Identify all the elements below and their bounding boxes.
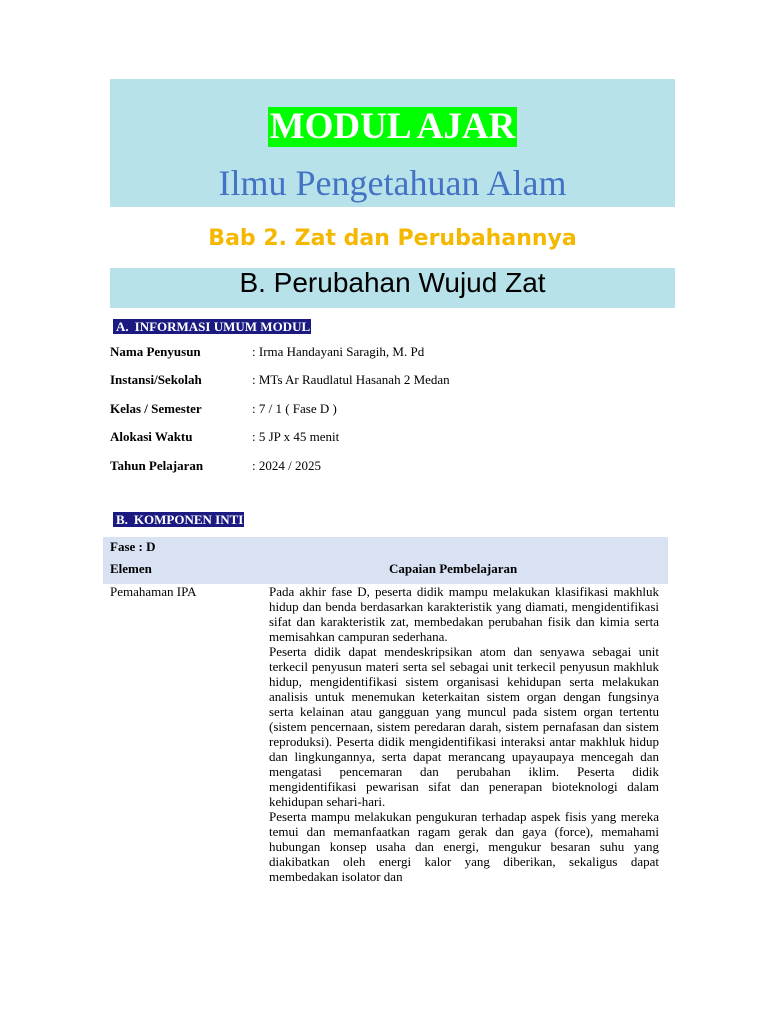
info-section-number: A. xyxy=(116,319,129,334)
info-label: Kelas / Semester xyxy=(110,401,202,416)
info-section-label: INFORMASI UMUM MODUL xyxy=(134,319,311,334)
info-value: : 5 JP x 45 menit xyxy=(252,429,340,444)
info-label: Alokasi Waktu xyxy=(110,429,193,444)
capaian-paragraph: Pada akhir fase D, peserta didik mampu melakukan klasifikasi makhluk hidup dan benda berdasarkan karakteristik yang diamati, mengidentifikasi sifat dan karakteristik zat, membedakan perubahan fisik dan kimia serta memisahkan campuran sederhana. xyxy=(269,584,659,644)
info-value: : 7 / 1 ( Fase D ) xyxy=(252,401,337,416)
module-title-text: MODUL AJAR xyxy=(269,106,516,147)
capaian-paragraph: Peserta didik dapat mendeskripsikan atom dan senyawa sebagai unit terkecil penyusun materi serta sel sebagai unit terkecil penyusun makhluk hidup, mengidentifikasi sistem organisasi kehidupan serta melakukan analisis untuk menemukan keterkaitan sistem organ dengan fungsinya serta kelainan atau gangguan yang muncul pada sistem organ tertentu (sistem pencernaan, sistem peredaran darah, sistem pernafasan dan sistem reproduksi). Peserta didik mengidentifikasi interaksi antar makhluk hidup dan lingkungannya, serta dapat merancang upayaupaya mencegah dan mengatasi pencemaran dan perubahan iklim. Peserta didik mengidentifikasi pewarisan sifat dan penerapan bioteknologi dalam kehidupan sehari-hari. xyxy=(269,644,659,809)
info-section-heading xyxy=(113,319,311,334)
table-cell-capaian xyxy=(269,584,659,940)
title-banner xyxy=(110,79,675,207)
info-value: : 2024 / 2025 xyxy=(252,458,321,473)
column-header-elemen: Elemen xyxy=(110,561,152,576)
section-banner xyxy=(110,268,675,308)
module-title xyxy=(110,107,675,147)
chapter-title: Bab 2. Zat dan Perubahannya xyxy=(208,226,577,251)
table-header xyxy=(103,537,668,584)
info-value: : Irma Handayani Saragih, M. Pd xyxy=(252,344,425,359)
subject-title: Ilmu Pengetahuan Alam xyxy=(218,163,567,203)
komponen-section-label: KOMPONEN INTI xyxy=(133,512,244,527)
info-label: Tahun Pelajaran xyxy=(110,458,204,473)
column-header-capaian: Capaian Pembelajaran xyxy=(389,561,518,576)
capaian-paragraph: Peserta mampu melakukan pengukuran terhadap aspek fisis yang mereka temui dan memanfaatkan ragam gerak dan gaya (force), memahami hubungan konsep usaha dan energi, mengukur besaran suhu yang diakibatkan oleh energi kalor yang diberikan, sekaligus dapat membedakan isolator dan xyxy=(269,809,659,884)
fase-label: Fase : D xyxy=(110,539,156,554)
komponen-section-heading xyxy=(113,512,244,527)
info-label: Instansi/Sekolah xyxy=(110,372,202,387)
info-value: : MTs Ar Raudlatul Hasanah 2 Medan xyxy=(252,372,450,387)
komponen-section-number: B. xyxy=(116,512,128,527)
info-label: Nama Penyusun xyxy=(110,344,201,359)
section-title: B. Perubahan Wujud Zat xyxy=(239,267,546,298)
table-cell-elemen: Pemahaman IPA xyxy=(110,584,197,599)
